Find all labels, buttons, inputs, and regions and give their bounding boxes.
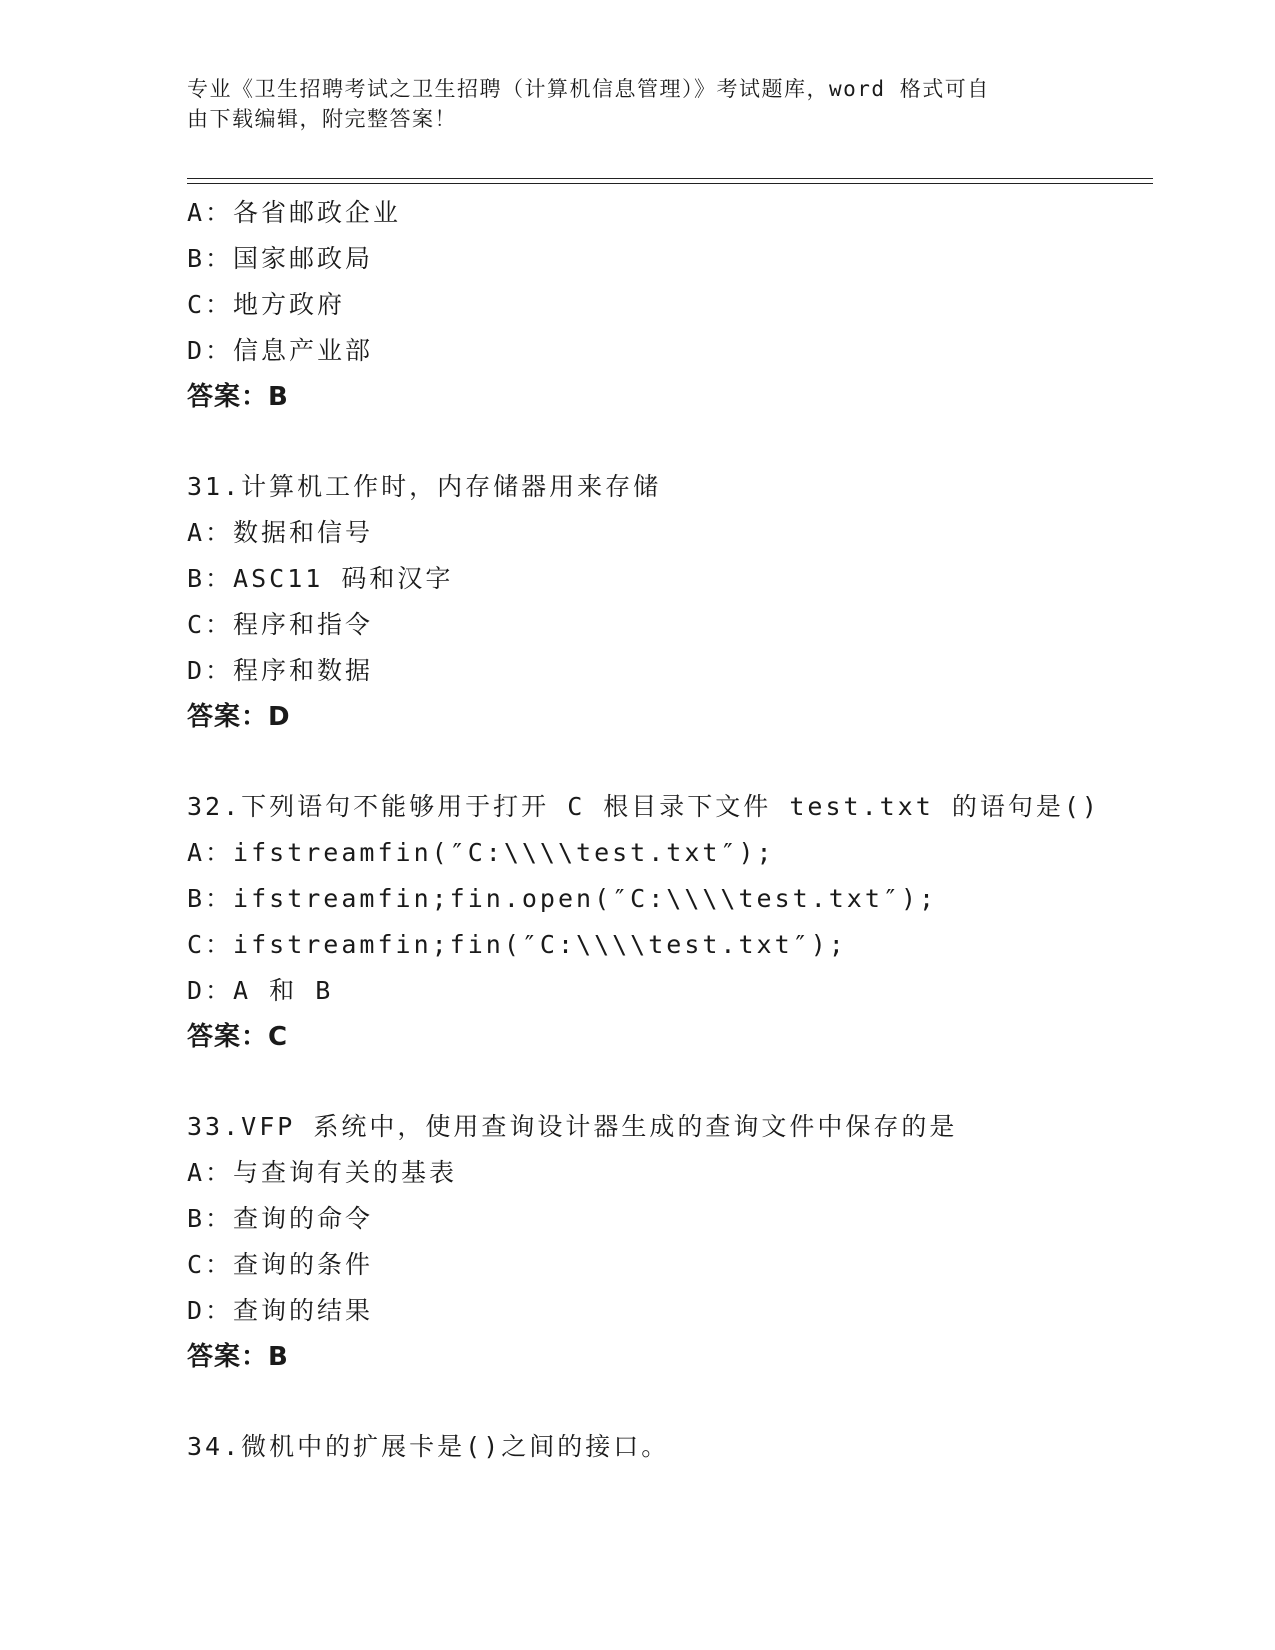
header-line-2: 由下载编辑，附完整答案！ (187, 107, 457, 131)
question-list (187, 190, 1147, 1470)
spacer (187, 740, 1147, 784)
option-b: B：ifstreamfin;fin.open(″C:\\\\test.txt″); (187, 884, 938, 913)
spacer (187, 420, 1147, 464)
option-b: B：ASC11 码和汉字 (187, 564, 454, 593)
option-c: C：程序和指令 (187, 610, 374, 639)
option-a: A：ifstreamfin(″C:\\\\test.txt″); (187, 838, 775, 867)
answer-line: 答案：D (187, 702, 291, 732)
question-block-32 (187, 784, 1147, 1060)
option-c: C：地方政府 (187, 290, 346, 319)
answer-line: 答案：B (187, 1342, 289, 1372)
question-stem: 32.下列语句不能够用于打开 C 根目录下文件 test.txt 的语句是() (187, 792, 1100, 821)
option-b: B：查询的命令 (187, 1204, 374, 1233)
question-block-prev (187, 190, 1147, 420)
option-a: A：数据和信号 (187, 518, 374, 547)
question-stem: 34.微机中的扩展卡是()之间的接口。 (187, 1432, 670, 1461)
question-block-33 (187, 1104, 1147, 1380)
question-stem: 33.VFP 系统中，使用查询设计器生成的查询文件中保存的是 (187, 1112, 958, 1141)
option-a: A：与查询有关的基表 (187, 1158, 458, 1187)
question-block-31 (187, 464, 1147, 740)
question-block-34 (187, 1424, 1147, 1470)
spacer (187, 1060, 1147, 1104)
header-divider-bottom (187, 183, 1153, 184)
option-d: D：程序和数据 (187, 656, 374, 685)
option-c: C：查询的条件 (187, 1250, 374, 1279)
option-d: D：查询的结果 (187, 1296, 374, 1325)
option-c: C：ifstreamfin;fin(″C:\\\\test.txt″); (187, 930, 847, 959)
option-b: B：国家邮政局 (187, 244, 374, 273)
option-d: D：信息产业部 (187, 336, 374, 365)
answer-line: 答案：C (187, 1022, 289, 1052)
answer-line: 答案：B (187, 382, 289, 412)
document-header (187, 74, 1067, 134)
header-divider-top (187, 178, 1153, 179)
question-stem: 31.计算机工作时，内存储器用来存储 (187, 472, 662, 501)
option-a: A：各省邮政企业 (187, 198, 402, 227)
spacer (187, 1380, 1147, 1424)
header-line-1: 专业《卫生招聘考试之卫生招聘（计算机信息管理）》考试题库，word 格式可自 (187, 77, 990, 101)
option-d: D：A 和 B (187, 976, 334, 1005)
